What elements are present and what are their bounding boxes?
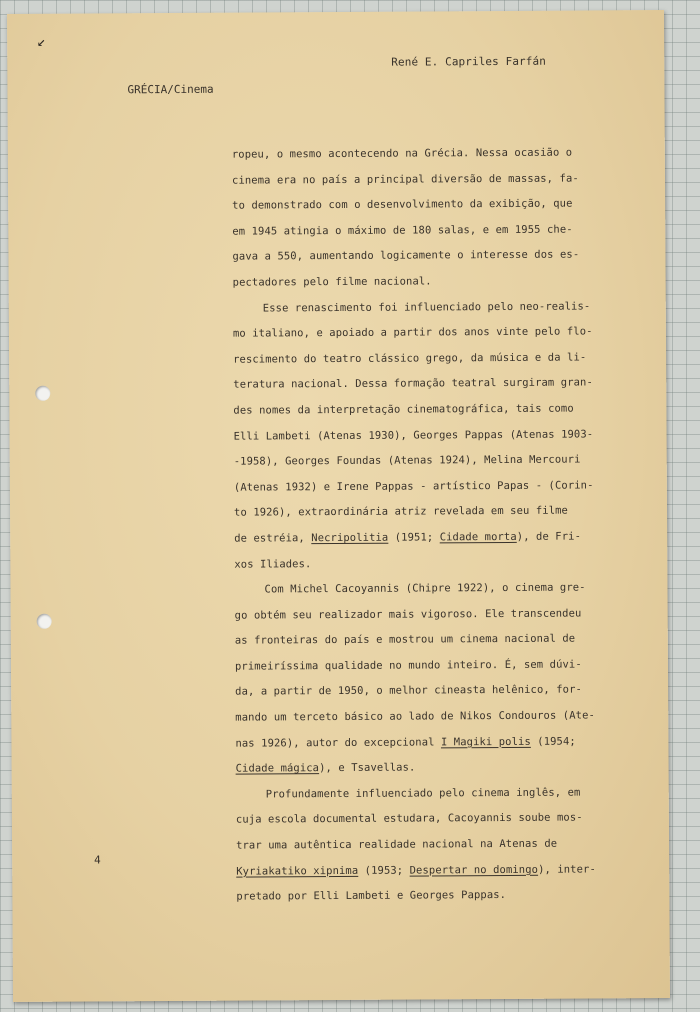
text-segment: go obtém seu realizador mais vigoroso. Ele transcendeu [234,607,582,622]
text-line [232,166,592,194]
text-segment: to 1926), extraordinária atriz revelada em seu filme [234,504,568,519]
text-line [235,729,595,757]
text-line [232,140,592,168]
text-segment: ), e Tsavellas. [319,761,416,775]
text-segment: da, a partir de 1950, o melhor cineasta helênico, for- [235,683,582,699]
text-segment: xos Iliades. [234,557,312,571]
text-segment: teratura nacional. Dessa formação teatral surgiram gran- [233,376,593,391]
text-line [234,524,594,552]
text-segment: to demonstrado com o desenvolvimento da exibição, que [232,197,573,212]
text-segment: cuja escola documental estudara, Cacoyannis soube mos- [235,811,583,827]
author-name: René E. Capriles Farfán [391,54,546,69]
text-segment: cinema era no país a principal diversão de massas, fa- [231,172,579,187]
text-segment: Elli Lambeti (Atenas 1930), Georges Pappas (Atenas 1903- [233,427,594,443]
text-segment: pretado por Elli Lambeti e Georges Pappas. [236,889,507,903]
text-segment: ), inter- [538,863,596,876]
punch-hole-top [35,386,50,401]
underlined-title: Necripolitia [311,531,389,545]
page-number: 4 [94,853,101,867]
body-text [232,140,597,910]
text-segment: pectadores pelo filme nacional. [232,275,432,289]
text-segment: (1954; [530,735,576,748]
punch-hole-bottom [37,614,52,629]
text-line [233,320,593,348]
text-line [235,627,595,655]
text-segment: ropeu, o mesmo acontecendo na Grécia. Nessa ocasião o [231,146,573,161]
text-segment: Esse renascimento foi influenciado pelo neo-realis- [262,300,591,315]
text-line [235,601,595,629]
text-segment: mo italiano, e apoiado a partir dos anos vinte pelo flo- [232,325,593,340]
text-segment: primeiríssima qualidade no mundo inteiro. É, sem dúvi- [234,658,582,673]
underlined-title: Kyriakatiko xipnima [236,864,359,878]
text-line [236,883,596,911]
text-line [233,422,593,450]
text-segment: gava a 550, aumentando logicamente o interesse dos es- [232,248,580,264]
text-line [234,448,594,476]
text-segment: nas 1926), autor do excepcional [235,736,441,750]
text-line [235,652,595,680]
text-segment: em 1945 atingia o máximo de 180 salas, e em 1955 che- [232,223,573,238]
text-segment: (1951; [388,531,440,544]
text-line [234,499,594,527]
text-line [235,678,595,706]
text-segment: des nomes da interpretação cinematográfica, tais como [233,402,574,417]
text-line [234,576,594,604]
text-segment: as fronteiras do país e mostrou um cinema nacional de [234,632,576,647]
underlined-title: Cidade morta [439,530,517,544]
underlined-title: Despertar no domingo [409,863,539,877]
text-line [233,268,593,296]
pen-mark-icon: ↙ [37,33,46,50]
text-line [236,806,596,834]
text-line [232,243,592,271]
text-line [236,755,596,783]
text-segment: rescimento do teatro clássico grego, da música e da li- [233,351,587,366]
text-line [233,371,593,399]
underlined-title: I Magiki polis [440,735,531,749]
text-line [233,345,593,373]
text-segment: (Atenas 1932) e Irene Pappas - artístico Papas - (Corin- [233,479,594,494]
underlined-title: Cidade mágica [235,762,320,775]
text-line [233,294,593,322]
section-title: GRÉCIA/Cinema [127,82,214,97]
text-line [236,780,596,808]
text-line [234,473,594,501]
text-segment: Com Michel Cacoyannis (Chipre 1922), o cinema gre- [264,581,586,596]
text-segment: ), de Fri- [516,530,582,543]
text-line [236,857,596,885]
text-segment: de estréia, [234,532,312,545]
text-segment: Profundamente influenciado pelo cinema inglês, em [265,786,581,801]
text-line [233,396,593,424]
text-line [232,217,592,245]
text-segment: -1958), Georges Foundas (Atenas 1924), Melina Mercouri [233,453,581,468]
text-segment: (1953; [358,864,410,877]
text-line [232,192,592,220]
text-line [236,831,596,859]
text-line [234,550,594,578]
text-line [235,703,595,731]
text-segment: mando um terceto básico ao lado de Nikos Condouros (Ate- [235,709,595,724]
document-page [7,10,670,1002]
text-segment: trar uma autêntica realidade nacional na Atenas de [236,837,558,852]
